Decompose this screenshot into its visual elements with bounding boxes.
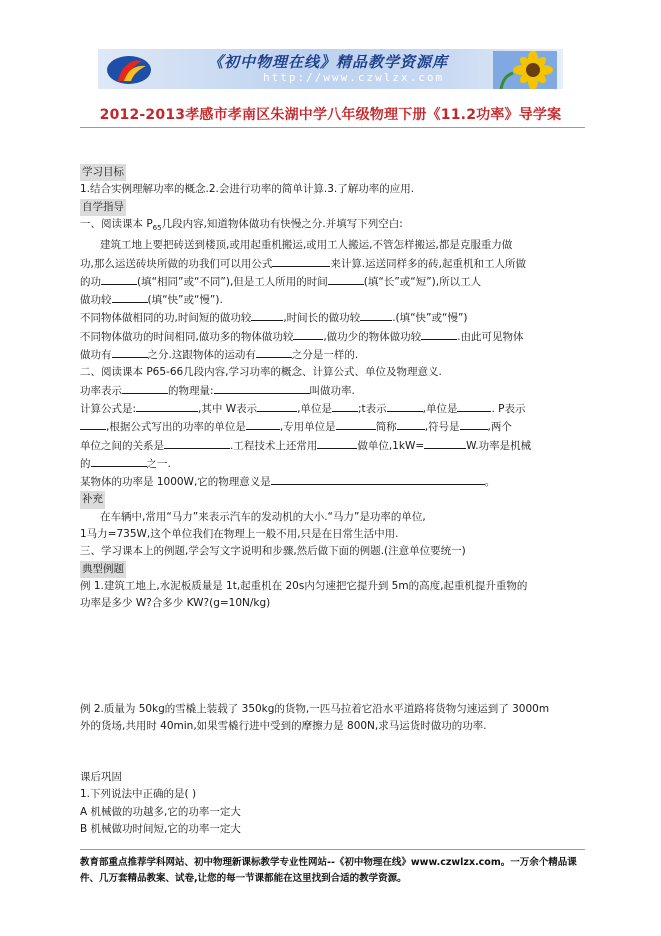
- goals-text: 1.结合实例理解功率的概念.2.会进行功率的简单计算.3.了解功率的应用.: [80, 183, 415, 196]
- examples-heading: 典型例题: [80, 561, 126, 578]
- paragraph-line: 在车辆中,常用“马力”来表示汽车的发动机的大小.“马力”是功率的单位,: [100, 510, 426, 523]
- document-title: 2012-2013孝感市孝南区朱湖中学八年级物理下册《11.2功率》导学案: [99, 107, 562, 123]
- example-2-line: 例 2.质量为 50kg的雪橇上装载了 350kg的货物,一匹马拉着它沿水平道路将货物匀速运到了 3000m: [80, 702, 550, 715]
- review-heading: 课后巩固: [80, 771, 122, 784]
- question-3: 三、学习课本上的例题,学会写文字说明和步骤,然后做下面的例题.(注意单位要统一): [80, 545, 466, 558]
- title-divider: [80, 127, 585, 128]
- paragraph-line: 功率表示 的物理量: 叫做功率.: [80, 382, 585, 400]
- document-body: [80, 164, 585, 838]
- footer-line: 教育部重点推荐学科网站、初中物理新课标教学专业性网站--《初中物理在线》www.czwlzx.com。一万余个精品课: [80, 857, 577, 868]
- example-2-line: 外的货场,共用时 40min,如果雪橇行进中受到的摩擦力是 800N,求马运货时做功的功率.: [80, 719, 487, 732]
- paragraph-line: 不同物体做相同的功,时间短的做功较 ,时间长的做功较 .(填“快”或“慢”): [80, 309, 585, 327]
- paragraph-line: 某物体的功率是 1000W,它的物理意义是 。: [80, 473, 585, 491]
- banner-brand: 《初中物理在线》精品教学资源库: [208, 53, 449, 71]
- review-question-1: 1.下列说法中正确的是( ): [80, 788, 197, 801]
- site-banner: [98, 49, 563, 89]
- question-2: 二、阅读课本 P65-66几段内容,学习功率的概念、计算公式、单位及物理意义.: [80, 366, 442, 379]
- example-1-line: 功率是多少 W?合多少 KW?(g=10N/kg): [80, 597, 271, 610]
- paragraph-line: 1马力=735W,这个单位我们在物理上一般不用,只是在日常生活中用.: [80, 528, 399, 541]
- banner-url[interactable]: http://www.czwlzx.com: [263, 71, 445, 84]
- site-logo-icon: [104, 53, 154, 87]
- self-study-heading: 自学指导: [80, 199, 126, 216]
- footer-line: 件、几万套精品教案、试卷,让您的每一节课都能在这里找到合适的教学资源。: [80, 873, 407, 884]
- footer: [80, 855, 585, 887]
- paragraph-line: 功,那么运送砖块所做的功我们可以用公式 来计算.运送同样多的砖,起重机和工人所做: [80, 255, 585, 273]
- paragraph-line: 计算公式是: ,其中 W表示 ,单位是 ;t表示 ,单位是 . P表示: [80, 400, 585, 418]
- question-1: 一、阅读课本 $P_{65}$几段内容,知道物体做功有快慢之分.并填写下列空白:: [80, 217, 403, 232]
- paragraph-line: 做功较 (填“快”或“慢”).: [80, 291, 585, 309]
- paragraph-line: 建筑工地上要把砖送到楼顶,或用起重机搬运,或用工人搬运,不管怎样搬运,都是克服重力做: [100, 239, 513, 252]
- supplement-heading: 补充: [80, 491, 105, 508]
- paragraph-line: ,根据公式写出的功率的单位是 ,专用单位是 简称 ,符号是 ,两个: [80, 418, 585, 436]
- paragraph-line: 的 之一.: [80, 455, 585, 473]
- paragraph-line: 做功有 之分.这跟物体的运动有 之分是一样的.: [80, 346, 585, 364]
- sunflower-icon: [493, 51, 557, 89]
- paragraph-line: 单位之间的关系是 .工程技术上还常用 做单位,1kW= W.功率是机械: [80, 437, 585, 455]
- paragraph-line: 的功 (填“相同”或“不同”),但是工人所用的时间 (填“长”或“短”),所以工人: [80, 273, 585, 291]
- review-option-a: A 机械做的功越多,它的功率一定大: [80, 805, 241, 818]
- example-1-line: 例 1.建筑工地上,水泥板质量是 1t,起重机在 20s内匀速把它提升到 5m的高度,起重机提升重物的: [80, 579, 528, 592]
- goals-heading: 学习目标: [80, 164, 126, 181]
- footer-divider: [80, 849, 585, 850]
- paragraph-line: 不同物体做功的时间相同,做功多的物体做功较 ,做功少的物体做功较 .由此可见物体: [80, 328, 585, 346]
- review-option-b: B 机械做功时间短,它的功率一定大: [80, 823, 241, 835]
